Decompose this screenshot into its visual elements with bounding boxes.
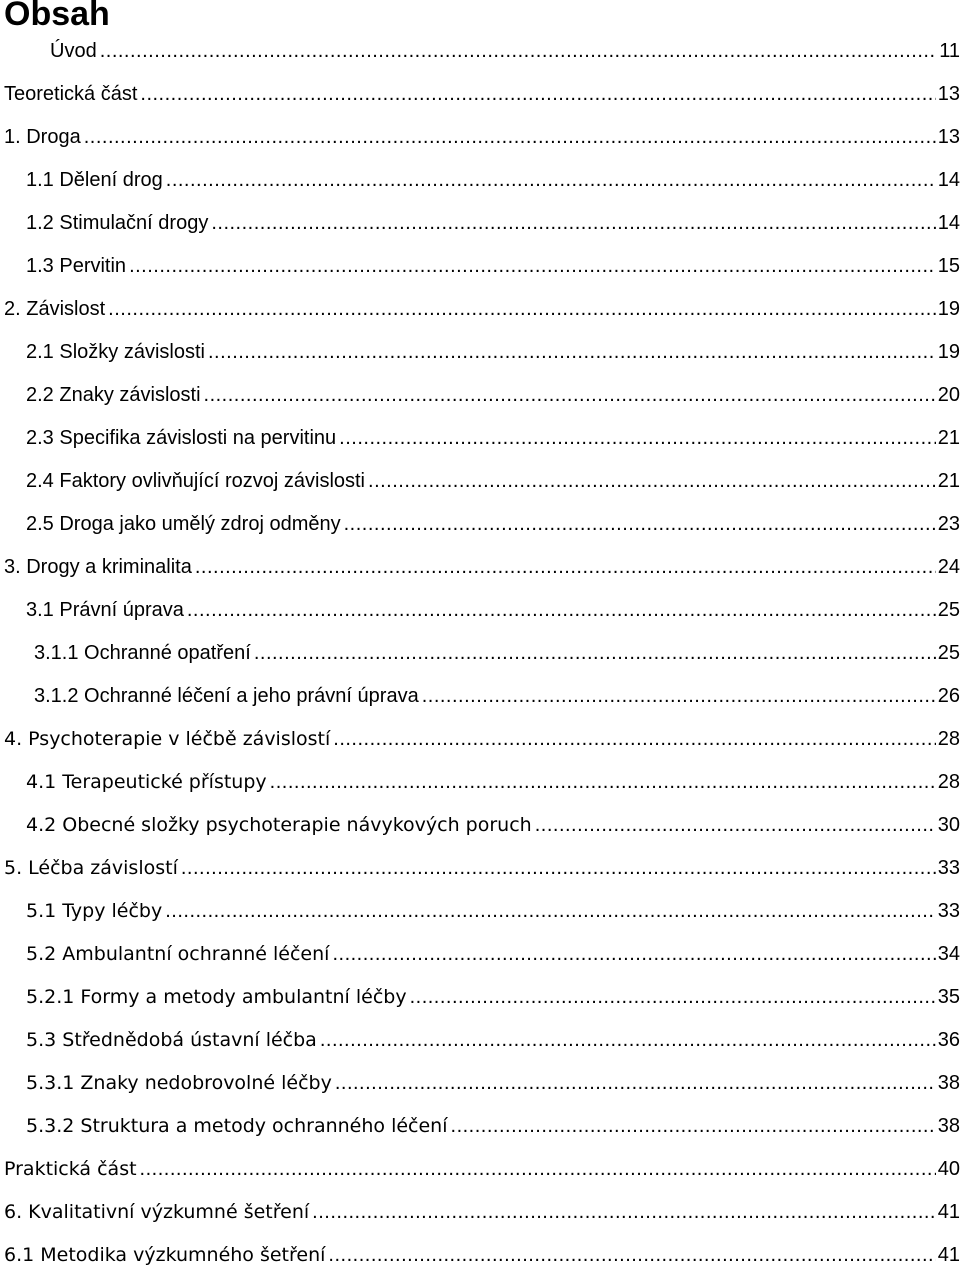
toc-entry-label: 2. Závislost (4, 298, 106, 320)
toc-entry-label: 5.3.1 Znaky nedobrovolné léčby (26, 1072, 332, 1094)
toc-dot-leader (108, 295, 936, 323)
toc-entry-page: 30 (937, 814, 960, 836)
toc-entry[interactable] (4, 123, 960, 151)
toc-entry-page: 21 (937, 470, 960, 492)
toc-entry[interactable] (4, 295, 960, 323)
toc-entry-page: 25 (937, 599, 960, 621)
toc-dot-leader (270, 768, 936, 796)
toc-dot-leader (368, 467, 936, 495)
toc-entry-label: 3. Drogy a kriminalita (4, 556, 192, 578)
toc-entry-page: 26 (937, 685, 960, 707)
toc-entry-page: 38 (937, 1115, 960, 1137)
toc-entry-label: 2.5 Droga jako umělý zdroj odměny (26, 513, 341, 535)
toc-dot-leader (187, 596, 936, 624)
toc-entry[interactable] (4, 553, 960, 581)
toc-dot-leader (410, 983, 936, 1011)
toc-dot-leader (204, 381, 936, 409)
toc-entry-page: 14 (937, 169, 960, 191)
toc-entry[interactable] (26, 467, 960, 495)
toc-entry-label: 5. Léčba závislostí (4, 857, 178, 879)
toc-entry[interactable] (26, 510, 960, 538)
toc-entry[interactable] (4, 1155, 960, 1183)
page-title: Obsah (4, 0, 110, 33)
toc-entry-page: 33 (937, 857, 960, 879)
toc-dot-leader (422, 682, 936, 710)
toc-entry[interactable] (4, 725, 960, 753)
toc-entry[interactable] (26, 983, 960, 1011)
toc-entry-label: 2.4 Faktory ovlivňující rozvoj závislosti (26, 470, 366, 492)
toc-entry[interactable] (26, 252, 960, 280)
toc-entry[interactable] (26, 811, 960, 839)
toc-entry-label: 5.3 Střednědobá ústavní léčba (26, 1029, 317, 1051)
toc-dot-leader (211, 209, 935, 237)
table-of-contents (0, 30, 960, 1272)
toc-entry-label: 2.2 Znaky závislosti (26, 384, 201, 406)
toc-entry-label: 1.1 Dělení drog (26, 169, 163, 191)
toc-entry-label: 4.2 Obecné složky psychoterapie návykových poruch (26, 814, 532, 836)
toc-entry[interactable] (26, 166, 960, 194)
toc-entry-label: 1. Droga (4, 126, 81, 148)
toc-entry-page: 11 (939, 40, 960, 62)
toc-entry[interactable] (26, 596, 960, 624)
toc-entry-label: 4.1 Terapeutické přístupy (26, 771, 267, 793)
toc-dot-leader (335, 1069, 936, 1097)
toc-entry-label: 2.3 Specifika závislosti na pervitinu (26, 427, 337, 449)
toc-entry-label: 2.1 Složky závislosti (26, 341, 205, 363)
toc-entry[interactable] (50, 37, 960, 65)
toc-entry-label: 3.1 Právní úprava (26, 599, 184, 621)
toc-entry-page: 36 (937, 1029, 960, 1051)
toc-entry-label: 5.2 Ambulantní ochranné léčení (26, 943, 330, 965)
toc-entry-label: 3.1.2 Ochranné léčení a jeho právní úprava (34, 685, 419, 707)
toc-dot-leader (165, 897, 936, 925)
toc-entry[interactable] (4, 1198, 960, 1226)
toc-entry-page: 19 (937, 298, 960, 320)
toc-dot-leader (140, 1155, 936, 1183)
toc-dot-leader (84, 123, 936, 151)
toc-entry-page: 20 (937, 384, 960, 406)
toc-entry[interactable] (34, 639, 960, 667)
toc-entry-page: 40 (937, 1158, 960, 1180)
toc-entry-label: 3.1.1 Ochranné opatření (34, 642, 251, 664)
toc-dot-leader (312, 1198, 936, 1226)
toc-entry-page: 38 (937, 1072, 960, 1094)
toc-entry-page: 28 (937, 771, 960, 793)
toc-entry[interactable] (26, 424, 960, 452)
toc-dot-leader (254, 639, 936, 667)
toc-dot-leader (535, 811, 936, 839)
toc-entry[interactable] (26, 1026, 960, 1054)
toc-entry-label: Úvod (50, 40, 97, 62)
toc-entry-page: 19 (937, 341, 960, 363)
toc-entry-page: 33 (937, 900, 960, 922)
toc-entry-page: 13 (937, 83, 960, 105)
toc-entry[interactable] (26, 338, 960, 366)
toc-entry[interactable] (26, 1069, 960, 1097)
toc-entry[interactable] (26, 209, 960, 237)
toc-dot-leader (451, 1112, 936, 1140)
toc-entry-page: 15 (937, 255, 960, 277)
toc-entry-page: 35 (937, 986, 960, 1008)
toc-entry-label: 4. Psychoterapie v léčbě závislostí (4, 728, 331, 750)
toc-entry[interactable] (4, 1241, 960, 1269)
toc-dot-leader (181, 854, 936, 882)
toc-dot-leader (166, 166, 936, 194)
toc-dot-leader (328, 1241, 935, 1269)
toc-entry-label: 5.3.2 Struktura a metody ochranného léčení (26, 1115, 448, 1137)
toc-entry-page: 24 (937, 556, 960, 578)
toc-entry-page: 13 (937, 126, 960, 148)
toc-entry-page: 41 (937, 1201, 960, 1223)
toc-entry-label: Teoretická část (4, 83, 138, 105)
toc-entry-label: 1.3 Pervitin (26, 255, 127, 277)
toc-dot-leader (332, 940, 935, 968)
toc-dot-leader (195, 553, 936, 581)
toc-dot-leader (100, 37, 938, 65)
toc-entry-page: 25 (937, 642, 960, 664)
toc-dot-leader (140, 80, 935, 108)
toc-dot-leader (333, 725, 935, 753)
toc-entry[interactable] (26, 768, 960, 796)
toc-entry-label: 6.1 Metodika výzkumného šetření (4, 1244, 326, 1266)
toc-entry[interactable] (4, 80, 960, 108)
toc-entry[interactable] (4, 854, 960, 882)
toc-dot-leader (320, 1026, 936, 1054)
toc-entry-label: 5.1 Typy léčby (26, 900, 163, 922)
toc-entry[interactable] (26, 897, 960, 925)
toc-entry[interactable] (26, 1112, 960, 1140)
toc-entry-page: 28 (937, 728, 960, 750)
toc-entry-label: 1.2 Stimulační drogy (26, 212, 209, 234)
toc-entry-label: Praktická část (4, 1158, 137, 1180)
toc-entry-label: 6. Kvalitativní výzkumné šetření (4, 1201, 310, 1223)
toc-entry-page: 34 (937, 943, 960, 965)
toc-entry[interactable] (26, 940, 960, 968)
toc-entry-page: 21 (937, 427, 960, 449)
toc-dot-leader (344, 510, 936, 538)
toc-dot-leader (129, 252, 936, 280)
toc-dot-leader (208, 338, 936, 366)
toc-dot-leader (339, 424, 936, 452)
toc-entry-page: 14 (937, 212, 960, 234)
toc-entry[interactable] (34, 682, 960, 710)
toc-entry-page: 41 (937, 1244, 960, 1266)
toc-entry-label: 5.2.1 Formy a metody ambulantní léčby (26, 986, 407, 1008)
toc-entry[interactable] (26, 381, 960, 409)
toc-entry-page: 23 (937, 513, 960, 535)
